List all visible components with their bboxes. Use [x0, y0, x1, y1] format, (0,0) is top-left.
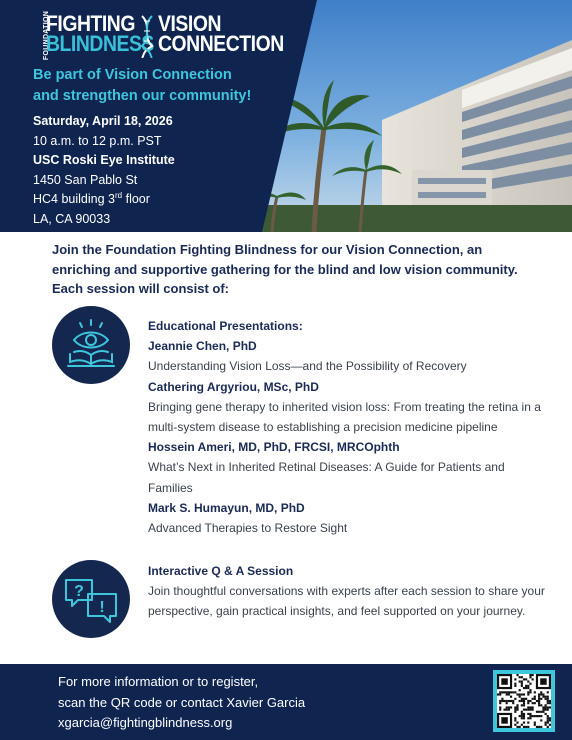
contact-email[interactable]: xgarcia@fightingblindness.org [58, 715, 233, 730]
talk-title: Understanding Vision Loss—and the Possibility of Recovery [148, 359, 467, 374]
speech-bubbles-icon [52, 560, 130, 638]
qa-section [148, 561, 548, 622]
logo-vision-connection: VISION CONNECTION [158, 11, 284, 56]
qa-description: Join thoughtful conversations with experts after each session to share your perspective, gain practical insights, and feel supported on your journey. [148, 584, 545, 619]
qa-title: Interactive Q & A Session [148, 564, 294, 578]
qr-code[interactable] [493, 670, 555, 732]
speaker-name: Jeannie Chen, PhD [148, 339, 257, 354]
talk-title: What’s Next in Inherited Retinal Diseases: A Guide for Patients and Families [148, 460, 505, 495]
event-venue: USC Roski Eye Institute [33, 153, 175, 168]
svg-text:?: ? [74, 583, 84, 600]
speaker-name: Hossein Ameri, MD, PhD, FRCSI, MRCOphth [148, 440, 400, 455]
talk-title: Advanced Therapies to Restore Sight [148, 521, 348, 536]
footer-contact: For more information or to register, scan the QR code or contact Xavier Garcia xgarcia@fightingblindness.org [58, 672, 305, 734]
intro-text: Join the Foundation Fighting Blindness for our Vision Connection, an enriching and supportive gathering for the blind and low vision community. Each session will consist of: [52, 242, 518, 296]
footer [0, 664, 572, 740]
building-photo [262, 0, 572, 232]
dna-icon [140, 14, 154, 58]
logo [36, 12, 296, 60]
speaker-name: Cathering Argyriou, MSc, PhD [148, 379, 319, 394]
event-city: LA, CA 90033 [33, 211, 111, 226]
event-building: HC4 building 3rd floor [33, 191, 150, 207]
talk-title: Bringing gene therapy to inherited vision loss: From treating the retina in a multi-system disease to establishing a precision medicine pipeline [148, 399, 541, 435]
eye-book-icon [52, 306, 130, 384]
event-date: Saturday, April 18, 2026 [33, 114, 173, 128]
event-details [33, 112, 175, 230]
logo-fighting-blindness: FIGHTING BLINDNESS [46, 11, 154, 56]
event-street: 1450 San Pablo St [33, 172, 138, 187]
speaker-name: Mark S. Humayun, MD, PhD [148, 500, 305, 515]
event-time: 10 a.m. to 12 p.m. PST [33, 133, 162, 148]
header-text [0, 0, 300, 232]
event-header [0, 0, 572, 232]
svg-text:!: ! [99, 599, 105, 616]
logo-foundation: FOUNDATION [43, 10, 51, 61]
tagline: Be part of Vision Connection and strengthen our community! [33, 67, 252, 104]
educational-section [148, 316, 548, 538]
educational-title: Educational Presentations: [148, 319, 303, 333]
